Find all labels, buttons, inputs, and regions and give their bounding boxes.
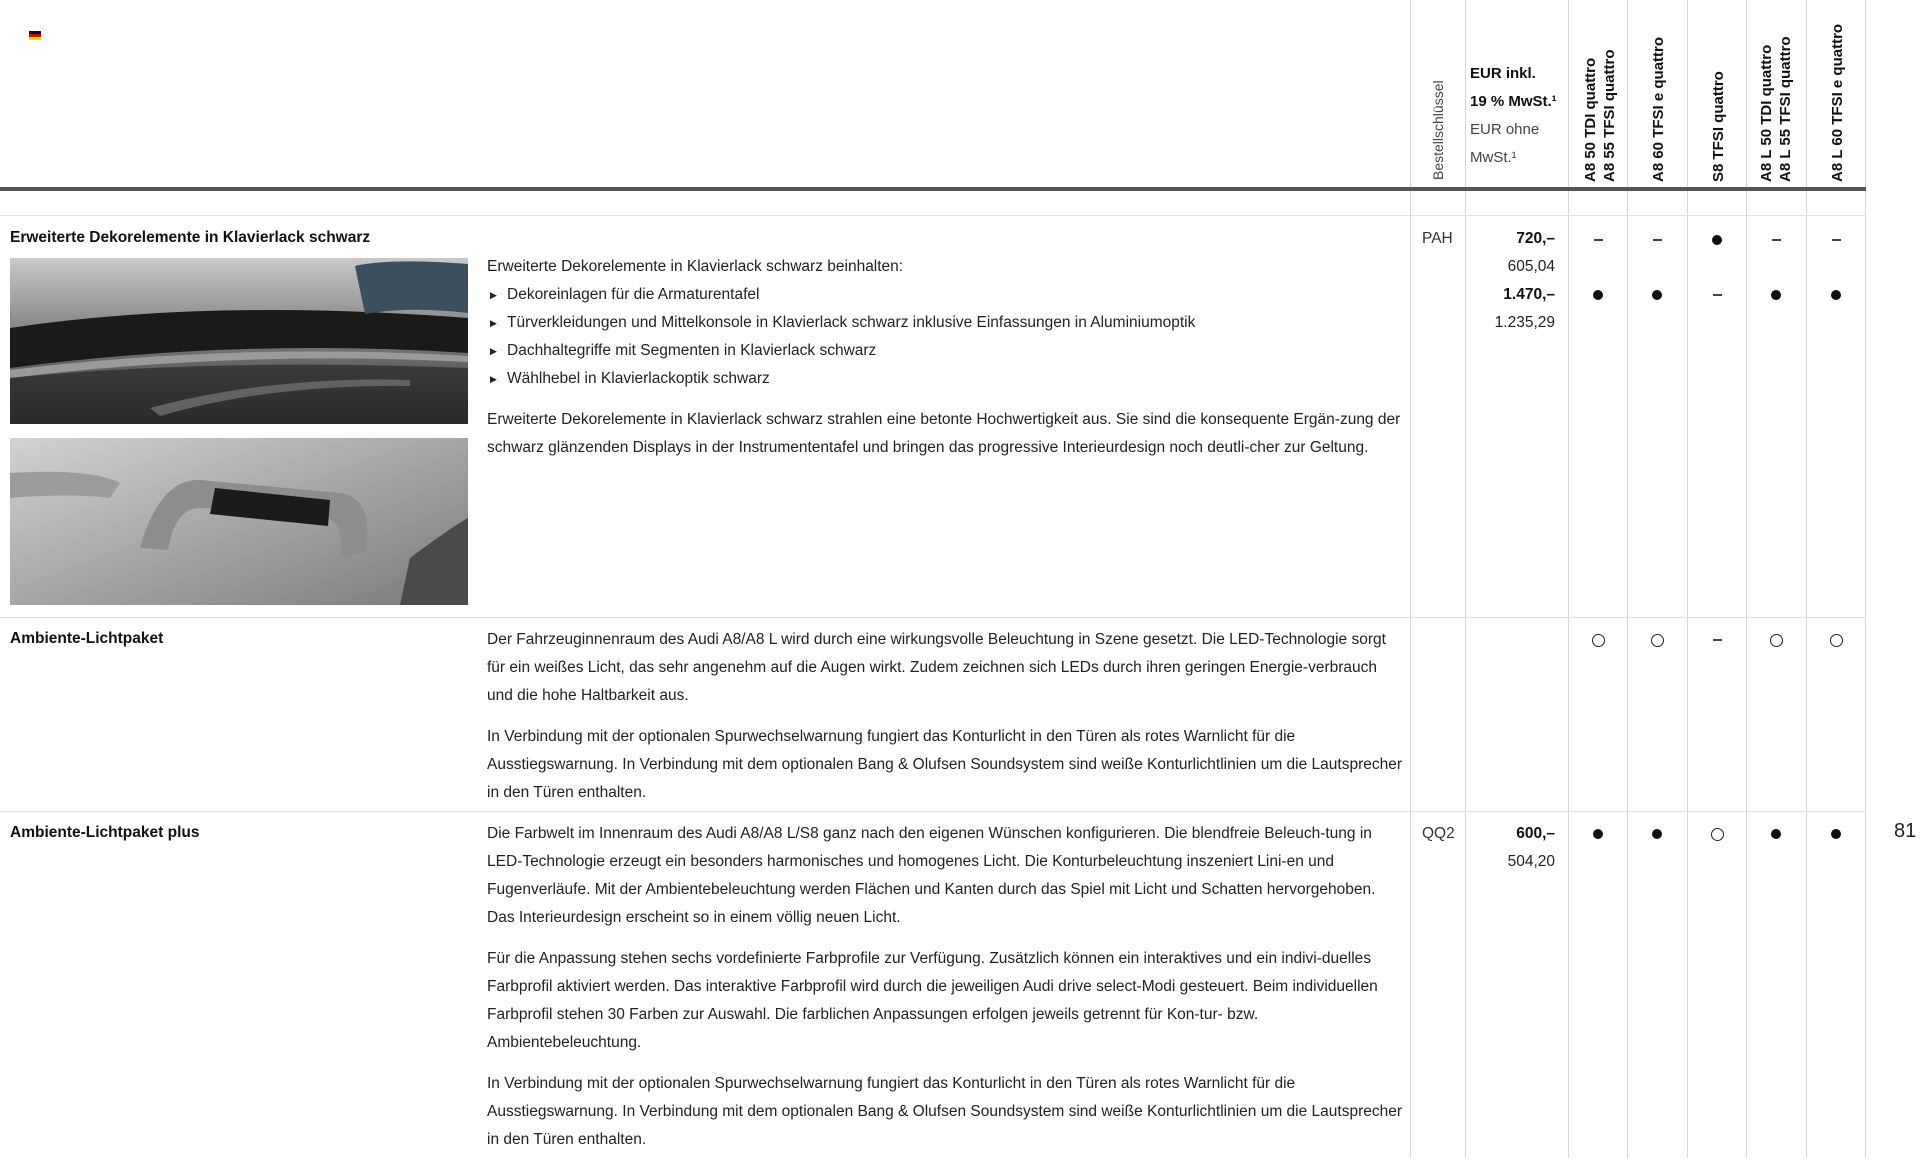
option-description — [487, 820, 1405, 1167]
col-divider — [1806, 0, 1807, 1158]
option-paragraph: Der Fahrzeuginnenraum des Audi A8/A8 L wird durch eine wirkungsvolle Beleuchtung in Szene gesetzt. Die LED-Technologie sorgt für ein weißes Licht, das sehr angenehm auf die Augen wirkt. Zudem zeichnen sich LEDs durch ihren geringen Energie-verbrauch und die hohe Haltbarkeit aus. — [487, 631, 1386, 704]
option-title: Ambiente-Lichtpaket plus — [10, 824, 200, 841]
col-divider — [1627, 0, 1628, 1158]
price-excl-label: MwSt.¹ — [1470, 149, 1517, 166]
price-incl-label: EUR inkl. — [1470, 65, 1536, 82]
option-description — [487, 253, 1405, 475]
option-paragraph: Für die Anpassung stehen sechs vordefinierte Farbprofile zur Verfügung. Zusätzlich können ein interaktives und ein indivi-duelles Farbprofil aktiviert werden. Das interaktive Farbprofil wird durch die jeweiligen Audi drive select-Modi gesteuert. Beim individuellen Farbprofil stehen 30 Farben zur Auswahl. Die farblichen Anpassungen erfolgen jeweils getrennt für Kon-tur- bzw. Ambientebeleuchtung. — [487, 950, 1378, 1051]
price-incl: 720,– — [1516, 230, 1555, 247]
price-excl: 605,04 — [1507, 258, 1555, 275]
standard-equipment-dot — [1771, 829, 1781, 839]
germany-flag-icon — [29, 31, 41, 40]
standard-equipment-dot — [1831, 829, 1841, 839]
optional-equipment-circle — [1830, 634, 1843, 647]
not-available-dash — [1832, 239, 1841, 241]
price-incl: 1.470,– — [1503, 286, 1555, 303]
dashboard-piano-black-trim-photo — [10, 258, 468, 424]
col-divider — [1568, 0, 1569, 1158]
price-header — [1470, 60, 1557, 172]
model-header-a8l-tfsie: A8 L 60 TFSI e quattro — [1829, 23, 1846, 182]
option-paragraph: In Verbindung mit der optionalen Spurwechselwarnung fungiert das Konturlicht in den Türen als rotes Warnlicht für die Ausstiegswarnung. In Verbindung mit dem optionalen Bang & Olufsen Soundsystem sind weiße Konturlichtlinien um die Lautsprecher in den Türen enthalten. — [487, 728, 1403, 801]
price-excl: 1.235,29 — [1494, 314, 1555, 331]
option-title: Erweiterte Dekorelemente in Klavierlack schwarz — [10, 229, 371, 246]
standard-equipment-dot — [1593, 829, 1603, 839]
model-header-s8: S8 TFSI quattro — [1710, 71, 1727, 182]
bullet-list — [487, 281, 1405, 393]
standard-equipment-dot — [1831, 290, 1841, 300]
col-divider — [1865, 0, 1866, 1158]
price-incl-label: 19 % MwSt.¹ — [1470, 93, 1557, 110]
option-title: Ambiente-Lichtpaket — [10, 630, 164, 647]
col-divider — [1687, 0, 1688, 1158]
order-code: PAH — [1422, 230, 1453, 247]
col-divider — [1410, 0, 1411, 1158]
standard-equipment-dot — [1652, 829, 1662, 839]
standard-equipment-dot — [1771, 290, 1781, 300]
col-divider — [1465, 0, 1466, 1158]
price-excl-label: EUR ohne — [1470, 121, 1540, 138]
optional-equipment-circle — [1592, 634, 1605, 647]
optional-equipment-circle — [1651, 634, 1664, 647]
option-description — [487, 626, 1405, 820]
list-item: ▶ Türverkleidungen und Mittelkonsole in Klavierlack schwarz inklusive Einfassungen in Aluminiumoptik — [487, 309, 1405, 337]
option-paragraph: Erweiterte Dekorelemente in Klavierlack schwarz strahlen eine betonte Hochwertigkeit aus. Sie sind die konsequente Ergän-zung der schwarz glänzenden Displays in der Instrumententafel und bringen das progressive Interieurdesign noch deutli-cher zur Geltung. — [487, 411, 1401, 456]
price-excl: 504,20 — [1507, 853, 1555, 870]
list-item: ▶ Dekoreinlagen für die Armaturentafel — [487, 281, 1405, 309]
option-intro: Erweiterte Dekorelemente in Klavierlack schwarz beinhalten: — [487, 258, 904, 275]
model-header-a8-tfsie: A8 60 TFSI e quattro — [1650, 36, 1667, 182]
not-available-dash — [1772, 239, 1781, 241]
standard-equipment-dot — [1593, 290, 1603, 300]
option-paragraph: In Verbindung mit der optionalen Spurwechselwarnung fungiert das Konturlicht in den Türen als rotes Warnlicht für die Ausstiegswarnung. In Verbindung mit dem optionalen Bang & Olufsen Soundsystem sind weiße Konturlichtlinien um die Lautsprecher in den Türen enthalten. — [487, 1075, 1403, 1148]
model-header-a8l: A8 L 50 TDI quattro A8 L 55 TFSI quattro — [1758, 36, 1794, 182]
roof-grab-handle-photo — [10, 438, 468, 605]
not-available-dash — [1653, 239, 1662, 241]
not-available-dash — [1713, 639, 1722, 641]
row-divider — [0, 617, 1866, 618]
row-divider — [0, 215, 1866, 216]
optional-equipment-circle — [1770, 634, 1783, 647]
page-number: 81 — [1894, 820, 1917, 842]
optional-equipment-circle — [1711, 828, 1724, 841]
bestellschluessel-header: Bestellschlüssel — [1430, 80, 1446, 180]
list-item: ▶ Dachhaltegriffe mit Segmenten in Klavierlack schwarz — [487, 337, 1405, 365]
model-header-a8: A8 50 TDI quattro A8 55 TFSI quattro — [1582, 49, 1618, 182]
price-cell — [1467, 225, 1555, 337]
not-available-dash — [1713, 294, 1722, 296]
price-incl: 600,– — [1516, 825, 1555, 842]
not-available-dash — [1594, 239, 1603, 241]
standard-equipment-dot — [1712, 235, 1722, 245]
order-code: QQ2 — [1422, 825, 1455, 842]
option-paragraph: Die Farbwelt im Innenraum des Audi A8/A8 L/S8 ganz nach den eigenen Wünschen konfigurieren. Die blendfreie Beleuch-tung in LED-Technologie erzeugt ein besonders harmonisches und homogenes Licht. Die Konturbeleuchtung inszeniert Lini-en und Fugenverläufe. Mit der Ambientebeleuchtung werden Flächen und Kanten durch das Spiel mit Licht und Schatten hervorgehoben. Das Interieurdesign erscheint so in einem völlig neuen Licht. — [487, 825, 1376, 926]
header-rule — [0, 187, 1866, 191]
col-divider — [1746, 0, 1747, 1158]
price-cell — [1467, 820, 1555, 876]
list-item: ▶ Wählhebel in Klavierlackoptik schwarz — [487, 365, 1405, 393]
standard-equipment-dot — [1652, 290, 1662, 300]
